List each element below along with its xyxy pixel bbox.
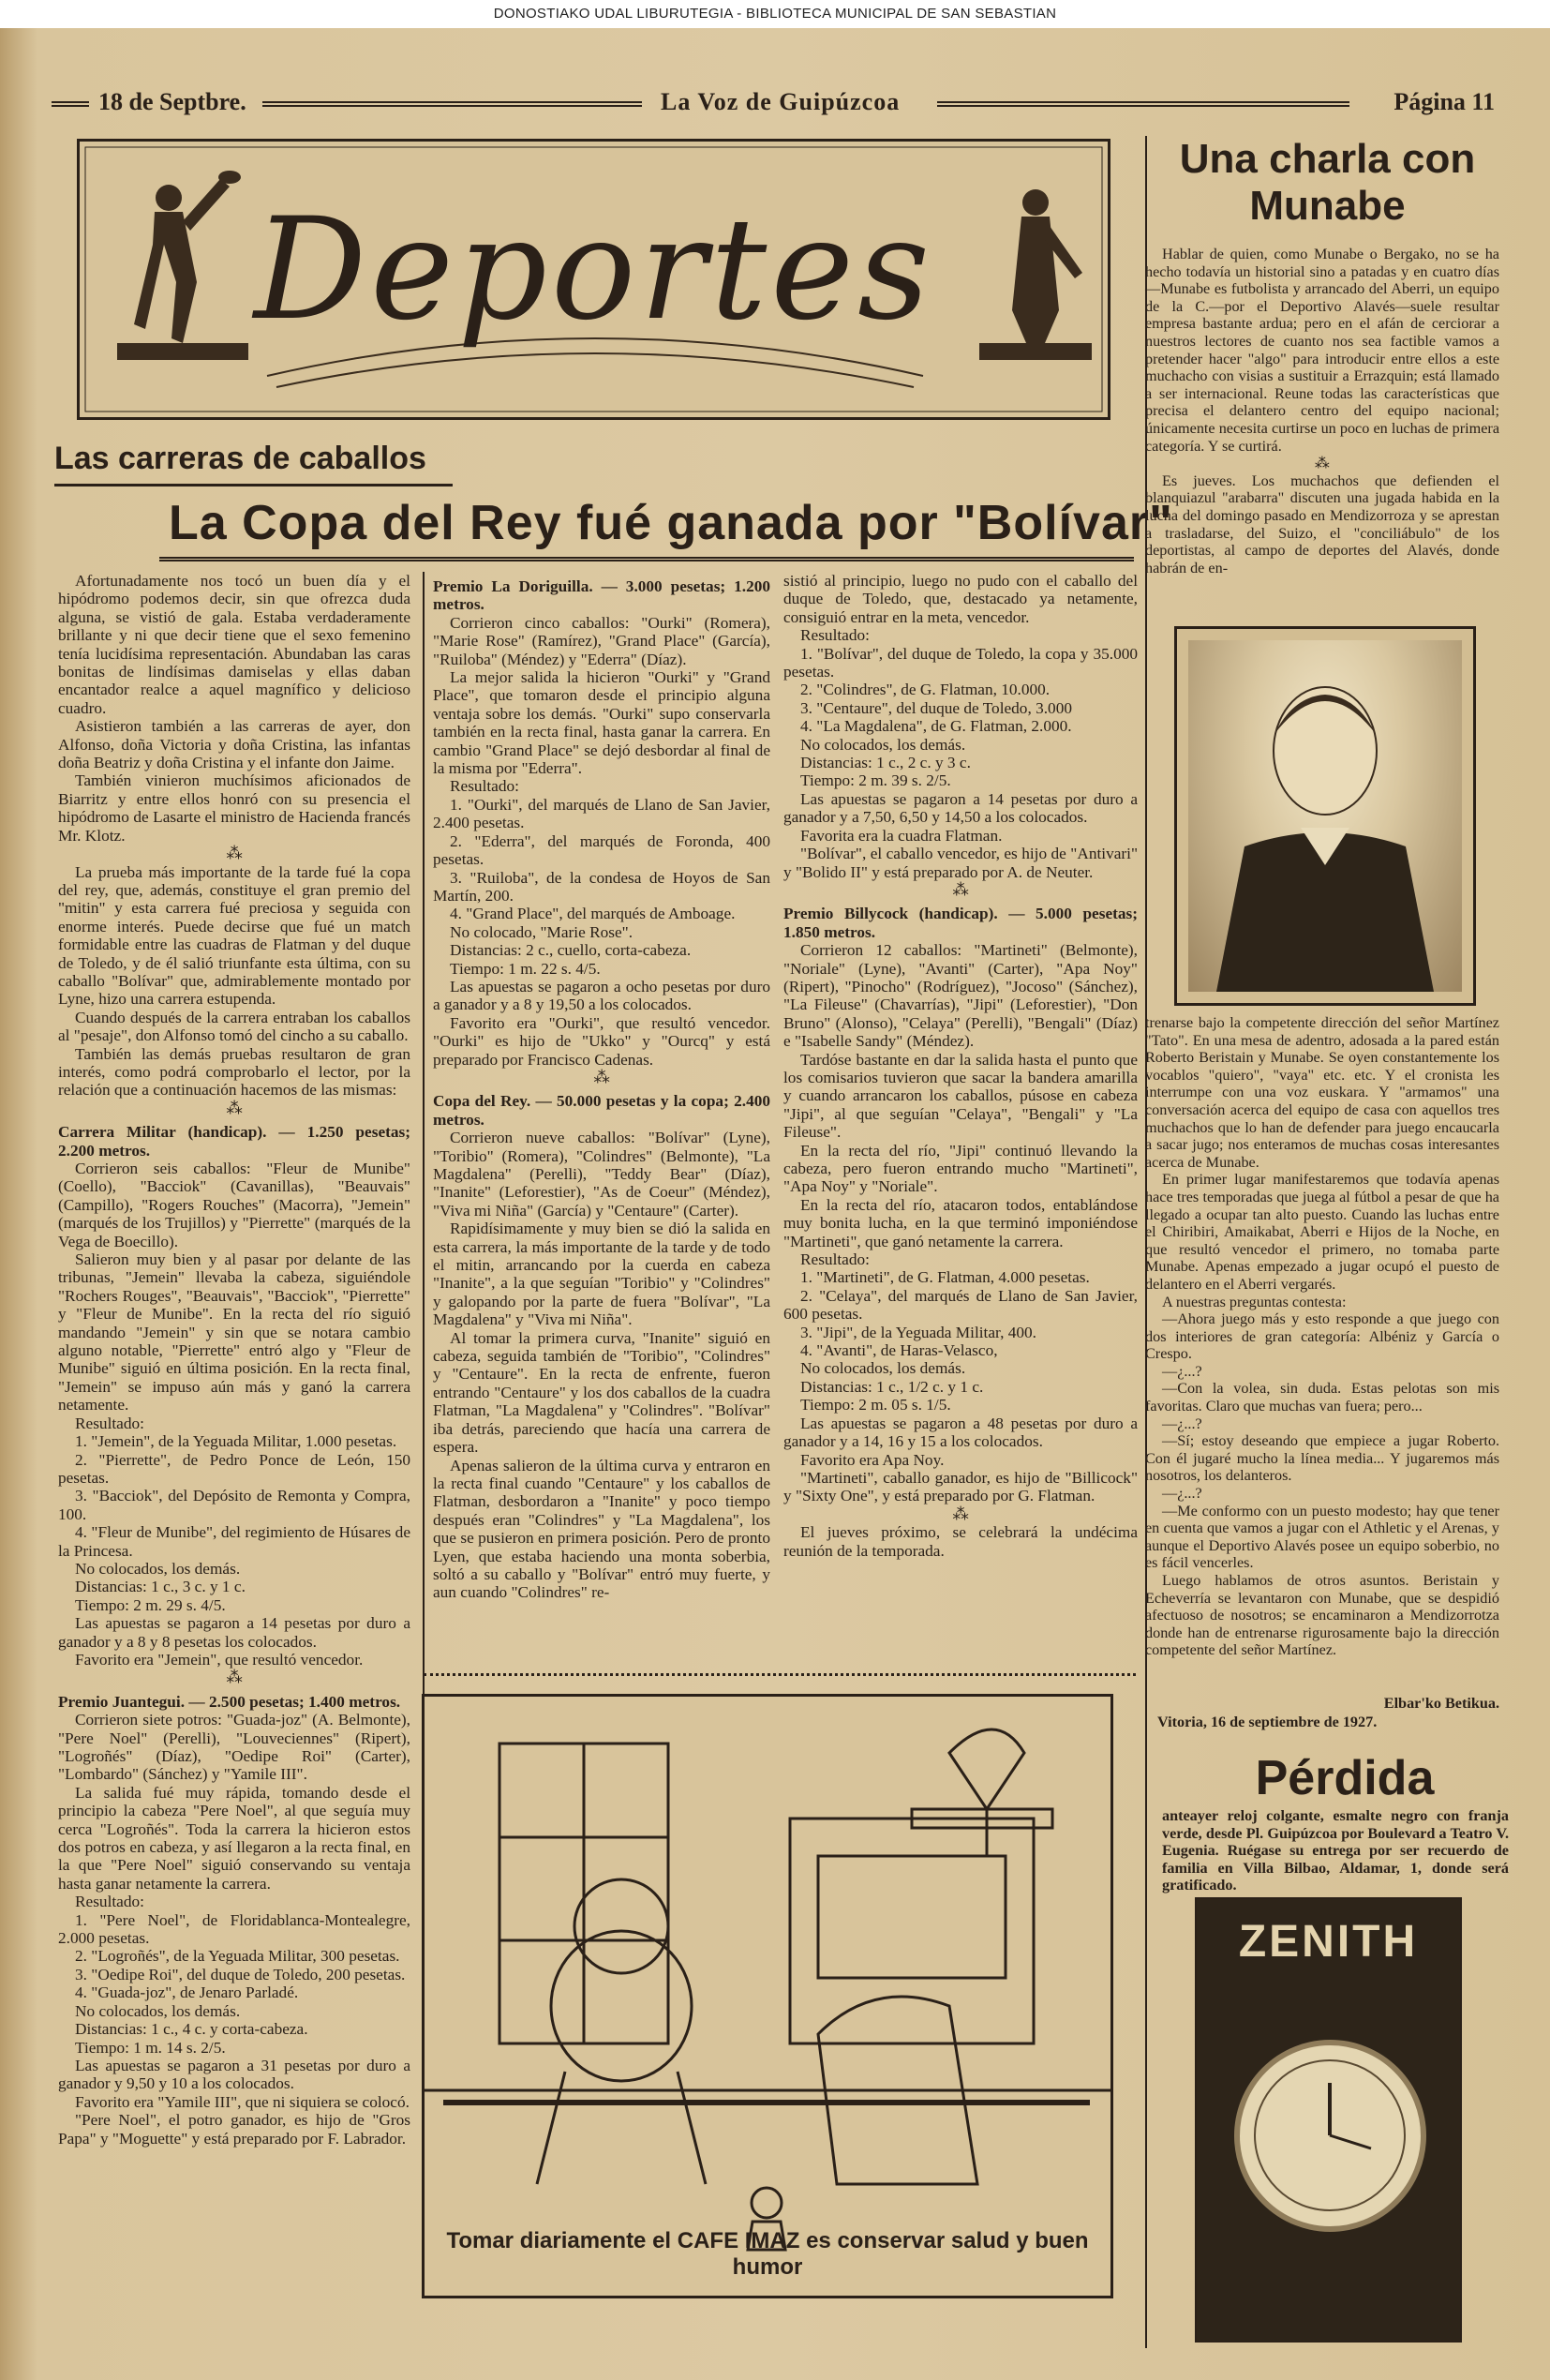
- signature: Elbar'ko Betikua.: [1383, 1695, 1499, 1712]
- paragraph: 2. "Pierrette", de Pedro Ponce de León, 150 pesetas.: [58, 1450, 410, 1487]
- watch-icon: [1234, 2040, 1426, 2232]
- cafe-imaz-advert: [422, 1694, 1113, 2298]
- paragraph: —¿...?: [1162, 1485, 1202, 1503]
- lost-notice-title: Pérdida: [1255, 1751, 1435, 1805]
- paragraph: Luego hablamos de otros asuntos. Beristain y Echeverría se levantaron con Munabe, que se despidió afectuoso de nosotros; se encaminaron a Mendizorrotza donde han de entrenarse rigurosamente bajo la dirección competente del señor Martínez.: [1145, 1572, 1499, 1659]
- cartoon-illustration: [425, 1697, 1110, 2259]
- paragraph: —Con la volea, sin duda. Estas pelotas son mis favoritas. Claro que muchas van fuera; pero...: [1145, 1380, 1499, 1415]
- issue-date: 18 de Septbre.: [98, 88, 246, 115]
- paragraph: Resultado:: [75, 1893, 144, 1911]
- paragraph: Tiempo: 1 m. 22 s. 4/5.: [450, 959, 601, 978]
- paragraph: También las demás pruebas resultaron de gran interés, como podrá comprobarlo el lector, por la relación que a continuación hacemos de las mismas:: [58, 1044, 410, 1100]
- paragraph: No colocados, los demás.: [75, 1559, 241, 1578]
- paragraph: No colocados, los demás.: [75, 2001, 241, 2020]
- paragraph: Al tomar la primera curva, "Inanite" siguió en cabeza, seguida también de "Toribio", "Colindres" y "Centaure". En la recta de enfrente, fueron entrando "Centaure" y los dos caballos de la cuadra Flatman, "La Magdalena" y "Colindres". "Bolívar" iba detrás, pareciendo que hacía una carrera de espera.: [433, 1328, 770, 1457]
- paragraph: Es jueves. Los muchachos que defienden el blanquiazul "arabarra" discuten una jugada habida en la lucha del domingo pasado en Mendizorroza y se aprestan a trasladarse, del Suizo, el "conciliábulo" de los deportistas, al campo de deportes del Alavés, donde habrán de en-: [1145, 472, 1499, 576]
- paragraph: 1. "Bolívar", del duque de Toledo, la copa y 35.000 pesetas.: [783, 644, 1138, 681]
- article-column-3: [783, 572, 1138, 1560]
- paragraph: 3. "Centaure", del duque de Toledo, 3.000: [800, 698, 1072, 717]
- paragraph: No colocado, "Marie Rose".: [450, 922, 633, 941]
- rule-mid-left: [262, 101, 642, 107]
- paragraph: 4. "Grand Place", del marqués de Amboage.: [450, 905, 736, 923]
- paragraph: "Pere Noel", el potro ganador, es hijo de "Gros Papa" y "Moguette" y está preparado por F. Labrador.: [58, 2111, 410, 2148]
- section-ornament: ⁂: [952, 1504, 969, 1523]
- paragraph: Distancias: 1 c., 3 c. y 1 c.: [75, 1578, 246, 1596]
- paragraph: Tiempo: 2 m. 29 s. 4/5.: [75, 1595, 226, 1614]
- paragraph: 1. "Martineti", de G. Flatman, 4.000 pesetas.: [800, 1268, 1090, 1287]
- paragraph: A nuestras preguntas contesta:: [1162, 1293, 1347, 1310]
- paragraph: 1. "Ourki", del marqués de Llano de San Javier, 2.400 pesetas.: [433, 795, 770, 832]
- paragraph: No colocados, los demás.: [800, 1359, 966, 1378]
- kicker-rule: [54, 484, 453, 486]
- section-ornament: ⁂: [1314, 455, 1331, 472]
- section-kicker: Las carreras de caballos: [54, 441, 426, 476]
- paragraph: Distancias: 2 c., cuello, corta-cabeza.: [450, 941, 692, 960]
- paragraph: La salida fué muy rápida, tomando desde el principio la cabeza "Pere Noel", al que seguía muy cerca "Logroñés". Toda la carrera la hicieron estos dos potros en cabeza, y así llegaron a la recta final, en la que "Pere Noel" siguió conservando su ventaja hasta ganar netamente la carrera.: [58, 1783, 410, 1893]
- paragraph: Resultado:: [800, 626, 870, 645]
- paragraph: —Ahora juego más y esto responde a que juego con dos interiores de gran categoría: Albéniz y García o Crespo.: [1145, 1310, 1499, 1363]
- paragraph: Favorito era Apa Noy.: [800, 1450, 945, 1469]
- paragraph: "Martineti", caballo ganador, es hijo de "Billicock" y "Sixty One", y está preparado por G. Flatman.: [783, 1468, 1138, 1505]
- paragraph: 2. "Celaya", del marqués de Llano de San Javier, 600 pesetas.: [783, 1286, 1138, 1324]
- paragraph: sistió al principio, luego no pudo con el caballo del duque de Toledo, que, destacado ya netamente, consiguió entrar en la meta, vencedor.: [783, 572, 1138, 626]
- paragraph: Cuando después de la carrera entraban los caballos al "pesaje", don Alfonso tomó del cincho a su caballo.: [58, 1008, 410, 1045]
- paragraph: 3. "Bacciok", del Depósito de Remonta y Compra, 100.: [58, 1487, 410, 1523]
- paragraph: —¿...?: [1162, 1415, 1202, 1432]
- paragraph: Las apuestas se pagaron a 14 pesetas por duro a ganador y a 7,50, 6,50 y 14,50 a los colocados.: [783, 789, 1138, 827]
- paragraph: No colocados, los demás.: [800, 735, 966, 754]
- banner-title: Deportes: [253, 188, 934, 352]
- paragraph: 3. "Jipi", de la Yeguada Militar, 400.: [800, 1323, 1036, 1341]
- paragraph: Tardóse bastante en dar la salida hasta el punto que los comisarios tuvieron que sacar la bandera amarilla y cuando arrancaron los caballos, púsose en cabeza "Jipi", al que seguían "Celaya", "Bengali" y "La Fileuse".: [783, 1050, 1138, 1142]
- paragraph: En la recta del río, atacaron todos, entablándose muy bonita lucha, en la que terminó imponiéndose "Martineti", que ganó netamente la carrera.: [783, 1195, 1138, 1250]
- dateline: Vitoria, 16 de septiembre de 1927.: [1157, 1714, 1378, 1730]
- zenith-logo: ZENITH: [1238, 1917, 1419, 1967]
- paragraph: Favorita era la cuadra Flatman.: [800, 826, 1003, 845]
- paragraph: trenarse bajo la competente dirección del señor Martínez "Tato". En una mesa de adentro, adosada a la pared están Roberto Beristain y Munabe. Se oyen constantemente los vocablos "quiero", "vaya" etc. etc. Y el cronista les interrumpe con una voz euskara. Y "armamos" una conversación acerca del equipo de casa con aquellos tres muchachos que lo han de defender para juego encaucarla a sacar jugo; nos enteramos de muchas cosas interesantes acerca de Munabe.: [1145, 1014, 1499, 1171]
- paragraph: Resultado:: [800, 1250, 870, 1269]
- paragraph: 3. "Ruiloba", de la condesa de Hoyos de San Martín, 200.: [433, 868, 770, 905]
- paragraph: Tiempo: 2 m. 05 s. 1/5.: [800, 1396, 951, 1415]
- paragraph: La prueba más importante de la tarde fué la copa del rey, que, además, constituye el gran premio del "mitin" y esta carrera fué preciosa y seguida con enorme interés. Puede decirse que fué un match formidable entre las cuadras de Flatman y del duque de Toledo, y de él salió triunfante esta última, con su caballo "Bolívar" que, admirablemente montado por Lyne, hizo una carrera estupenda.: [58, 862, 410, 1009]
- rule-left: [52, 101, 89, 107]
- paragraph: Asistieron también a las carreras de ayer, don Alfonso, doña Victoria y doña Cristina, las infantas doña Beatriz y doña Cristina y el infante don Jaime.: [58, 717, 410, 772]
- cartoon-rule: [424, 1673, 1136, 1676]
- section-ornament: ⁂: [952, 880, 969, 899]
- paragraph: Rapidísimamente y muy bien se dió la salida en esta carrera, la más importante de la tarde y de todo el mitin, arrancando por la cuerda en cabeza "Inanite", a la que seguían "Toribio" y "Colindres" y galopando por la parte de fuera "Bolívar", "La Magdalena" y "Viva mi Niña".: [433, 1220, 770, 1329]
- paragraph: La mejor salida la hicieron "Ourki" y "Grand Place", que tomaron desde el principio alguna ventaja sobre los demás. "Ourki" supo conservarla también en la recta final, hasta ganar la carrera. En cambio "Grand Place" se dejó desbordar al final de la misma por "Ederra".: [433, 668, 770, 778]
- interview-intro: [1145, 246, 1499, 576]
- interview-body: [1145, 1014, 1499, 1659]
- article-column-2: [433, 572, 770, 1602]
- archive-header: DONOSTIAKO UDAL LIBURUTEGIA - BIBLIOTECA MUNICIPAL DE SAN SEBASTIAN: [0, 0, 1550, 28]
- paragraph: —Me conformo con un puesto modesto; hay que tener en cuenta que vamos a jugar con el Athletic y el Arenas, y aunque el Deportivo Alavés posee un equipo soberbio, no es fácil vencerles.: [1145, 1502, 1499, 1572]
- paragraph: Corrieron nueve caballos: "Bolívar" (Lyne), "Toribio" (Romera), "Colindres" (Belmonte), "La Magdalena" (Perelli), "Teddy Bear" (Díaz), "Inanite" (Leforestier), "As de Coeur" (Méndez), "Viva mi Niña" (García) y "Centaure" (Carter).: [433, 1129, 770, 1220]
- newspaper-name: La Voz de Guipúzcoa: [661, 88, 901, 115]
- paragraph: Corrieron 12 caballos: "Martineti" (Belmonte), "Noriale" (Lyne), "Avanti" (Carter), "Apa Noy" (Ripert), "Pinocho" (Rodríguez), "Jocoso" (Sánchez), "La Fileuse" (Chavarrías), "Jipi" (Leforestier), "Don Bruno" (Alonso), "Celaya" (Perelli), "Bengali" (Díaz) e "Isabelle Sandy" (Méndez).: [783, 941, 1138, 1051]
- paragraph: En la recta del río, "Jipi" continuó llevando la cabeza, pero fueron entrando mucho "Martineti", "Apa Noy" y "Noriale".: [783, 1141, 1138, 1196]
- paragraph: Las apuestas se pagaron a 31 pesetas por duro a ganador y 9,50 y 10 a los colocados.: [58, 2056, 410, 2093]
- race-heading: Premio La Doriguilla. — 3.000 pesetas; 1.200 metros.: [433, 577, 770, 614]
- advert-caption: Tomar diariamente el CAFE IMAZ es conservar salud y buen humor: [446, 2228, 1089, 2280]
- interview-title: Una charla con Munabe: [1179, 136, 1476, 229]
- paragraph: El jueves próximo, se celebrará la undécima reunión de la temporada.: [783, 1523, 1138, 1560]
- paragraph: 4. "La Magdalena", de G. Flatman, 2.000.: [800, 717, 1072, 736]
- deportes-banner: [77, 139, 1110, 420]
- paragraph: 3. "Oedipe Roi", del duque de Toledo, 200 pesetas.: [75, 1965, 406, 1983]
- race-heading: Premio Billycock (handicap). — 5.000 pesetas; 1.850 metros.: [783, 905, 1138, 941]
- paragraph: Resultado:: [450, 777, 519, 796]
- paragraph: Tiempo: 1 m. 14 s. 2/5.: [75, 2038, 226, 2057]
- paragraph: Favorito era "Ourki", que resultó vencedor. "Ourki" es hijo de "Ukko" y "Ourcq" y está preparado por Francisco Cadenas.: [433, 1013, 770, 1069]
- paragraph: Las apuestas se pagaron a 14 pesetas por duro a ganador y a 8 y 8 pesetas los colocados.: [58, 1614, 410, 1651]
- paragraph: 4. "Fleur de Munibe", del regimiento de Húsares de la Princesa.: [58, 1523, 410, 1560]
- paragraph: En primer lugar manifestaremos que todavía apenas hace tres temporadas que juega al fútbol a pesar de que ha llegado a ocupar tan alto puesto. Cuando las luchas entre el Chiribiri, Amaikabat, Aberri e Hijos de la Noche, en que resultó vencedor el primero, no tomaba parte Munabe. Apenas empezado a jugar ocupó el puesto de delantero en el Aberri vergarés.: [1145, 1171, 1499, 1293]
- lost-notice-body: anteayer reloj colgante, esmalte negro con franja verde, desde Pl. Guipúzcoa por Boulevard a Teatro V. Eugenia. Ruégase su entrega por ser recuerdo de familia en Villa Bilbao, Aldamar, 1, donde será gratificado.: [1162, 1807, 1509, 1894]
- section-ornament: ⁂: [226, 1669, 243, 1687]
- paragraph: Distancias: 1 c., 2 c. y 3 c.: [800, 754, 971, 772]
- paragraph: Resultado:: [75, 1414, 144, 1432]
- paragraph: "Bolívar", el caballo vencedor, es hijo de "Antivari" y "Bolido II" y está preparado por A. de Neuter.: [783, 845, 1138, 881]
- running-head: [52, 88, 1495, 120]
- race-heading: Carrera Militar (handicap). — 1.250 pesetas; 2.200 metros.: [58, 1123, 410, 1160]
- paragraph: 2. "Colindres", de G. Flatman, 10.000.: [800, 681, 1051, 699]
- paragraph: 4. "Avanti", de Haras-Velasco,: [800, 1341, 998, 1360]
- paragraph: Distancias: 1 c., 4 c. y corta-cabeza.: [75, 2020, 308, 2039]
- portrait-illustration: [1188, 640, 1462, 992]
- paragraph: Hablar de quien, como Munabe o Bergako, no se ha hecho todavía un historial sino a patadas y en cuatro días—Munabe es futbolista y arrancado del Aberri, un equipo de la C.—por el Deportivo Alavés—suele resultar empresa bastante ardua; pero en el afán de cerciorar a nuestros lectores de cuanto nos sea factible vamos a pretender hacer "algo" para introducir entre ellos a este muchacho con visias a sustituir a Errazquin; está llamado a ser internacional. Reune todas las características que precisa el delantero centro del equipo nacional; únicamente necesita curtirse un poco en luchas de primera categoría. Y se curtirá.: [1145, 246, 1499, 455]
- race-heading: Copa del Rey. — 50.000 pesetas y la copa; 2.400 metros.: [433, 1092, 770, 1129]
- rule-mid-right: [937, 101, 1349, 107]
- paragraph: Corrieron cinco caballos: "Ourki" (Romera), "Marie Rose" (Ramírez), "Grand Place" (García), "Ruiloba" (Méndez) y "Ederra" (Díaz).: [433, 613, 770, 668]
- paragraph: 2. "Ederra", del marqués de Foronda, 400 pesetas.: [433, 831, 770, 869]
- article-headline: La Copa del Rey fué ganada por "Bolívar": [169, 496, 1173, 550]
- paragraph: 2. "Logroñés", de la Yeguada Militar, 300 pesetas.: [75, 1947, 400, 1966]
- race-heading: Premio Juantegui. — 2.500 pesetas; 1.400 metros.: [58, 1692, 401, 1711]
- paragraph: Salieron muy bien y al pasar por delante de las tribunas, "Jemein" llevaba la cabeza, siguiéndole "Rochers Rouges", "Beauvais", "Bacciok", "Pierrette" y "Fleur de Munibe". En la recta del río siguió mandando "Jemein" y sin que se notara cambio alguno notable, "Pierrette" entró algo y "Fleur de Munibe" siguió en última posición. En la recta final, "Jemein" se impuso aún más y ganó la carrera netamente.: [58, 1250, 410, 1415]
- headline-rule: [159, 557, 1134, 561]
- section-ornament: ⁂: [226, 1099, 243, 1117]
- paragraph: —¿...?: [1162, 1362, 1202, 1380]
- section-ornament: ⁂: [226, 845, 243, 863]
- paragraph: También vinieron muchísimos aficionados de Biarritz y entre ellos honró con su presencia el hipódromo de Lasarte el ministro de Hacienda francés Mr. Klotz.: [58, 771, 410, 845]
- paragraph: —Sí; estoy deseando que empiece a jugar Roberto. Con él jugaré mucho la línea media... Y jugaremos más nosotros, los delanteros.: [1145, 1432, 1499, 1485]
- paragraph: Distancias: 1 c., 1/2 c. y 1 c.: [800, 1377, 984, 1396]
- page-number: Página 11: [1394, 88, 1495, 115]
- paragraph: 1. "Pere Noel", de Floridablanca-Montealegre, 2.000 pesetas.: [58, 1910, 410, 1948]
- paragraph: Las apuestas se pagaron a ocho pesetas por duro a ganador y a 8 y 19,50 a los colocados.: [433, 977, 770, 1014]
- paragraph: Afortunadamente nos tocó un buen día y el hipódromo podemos decir, sin que ofrezca duda alguna, se vistió de gala. Estaba verdaderamente brillante y ni que decir tiene que el sexo femenino tenía lucidísima representación. Abundaban las caras bonitas de lindísimas damiselas y ellas daban encantador realce a aquel magnífico y delicioso cuadro.: [58, 572, 410, 717]
- paragraph: Corrieron seis caballos: "Fleur de Munibe" (Coello), "Bacciok" (Cavanillas), "Beauvais" (Campillo), "Rogers Rouches" (Macorra), "Jemein" (marqués de los Trujillos) y "Pierrette" (marqués de la Vega de Boecillo).: [58, 1160, 410, 1250]
- section-ornament: ⁂: [593, 1068, 610, 1086]
- paragraph: 4. "Guada-joz", de Jenaro Parladé.: [75, 1983, 299, 2002]
- paragraph: Favorito era "Yamile III", que ni siquiera se colocó.: [75, 2092, 410, 2111]
- paragraph: Favorito era "Jemein", que resultó vencedor.: [75, 1650, 364, 1669]
- paragraph: Las apuestas se pagaron a 48 pesetas por duro a ganador y a 14, 16 y 15 a los colocados.: [783, 1414, 1138, 1451]
- article-column-1: [58, 572, 410, 2148]
- zenith-advert: [1195, 1897, 1462, 2343]
- paragraph: Corrieron siete potros: "Guada-joz" (A. Belmonte), "Pere Noel" (Perelli), "Louveciennes" (Ripert), "Logroñés" (Díaz), "Oedipe Roi" (Carter), "Lombardo" (Sánchez) y "Yamile III".: [58, 1711, 410, 1784]
- paragraph: 1. "Jemein", de la Yeguada Militar, 1.000 pesetas.: [75, 1432, 397, 1451]
- player-photo: [1174, 626, 1476, 1006]
- paragraph: Apenas salieron de la última curva y entraron en la recta final cuando "Centaure" y los caballos de Flatman, desbordaron a "Inanite" y poco tiempo después eran "Colindres" y "La Magdalena", los que se pusieron en primera posición. Pero de pronto Lyen, que estaba haciendo una monta soberbia, soltó a su caballo y "Bolívar" entró muy fuerte, y aun cuando "Colindres" re-: [433, 1456, 770, 1602]
- paragraph: Tiempo: 2 m. 39 s. 2/5.: [800, 771, 951, 790]
